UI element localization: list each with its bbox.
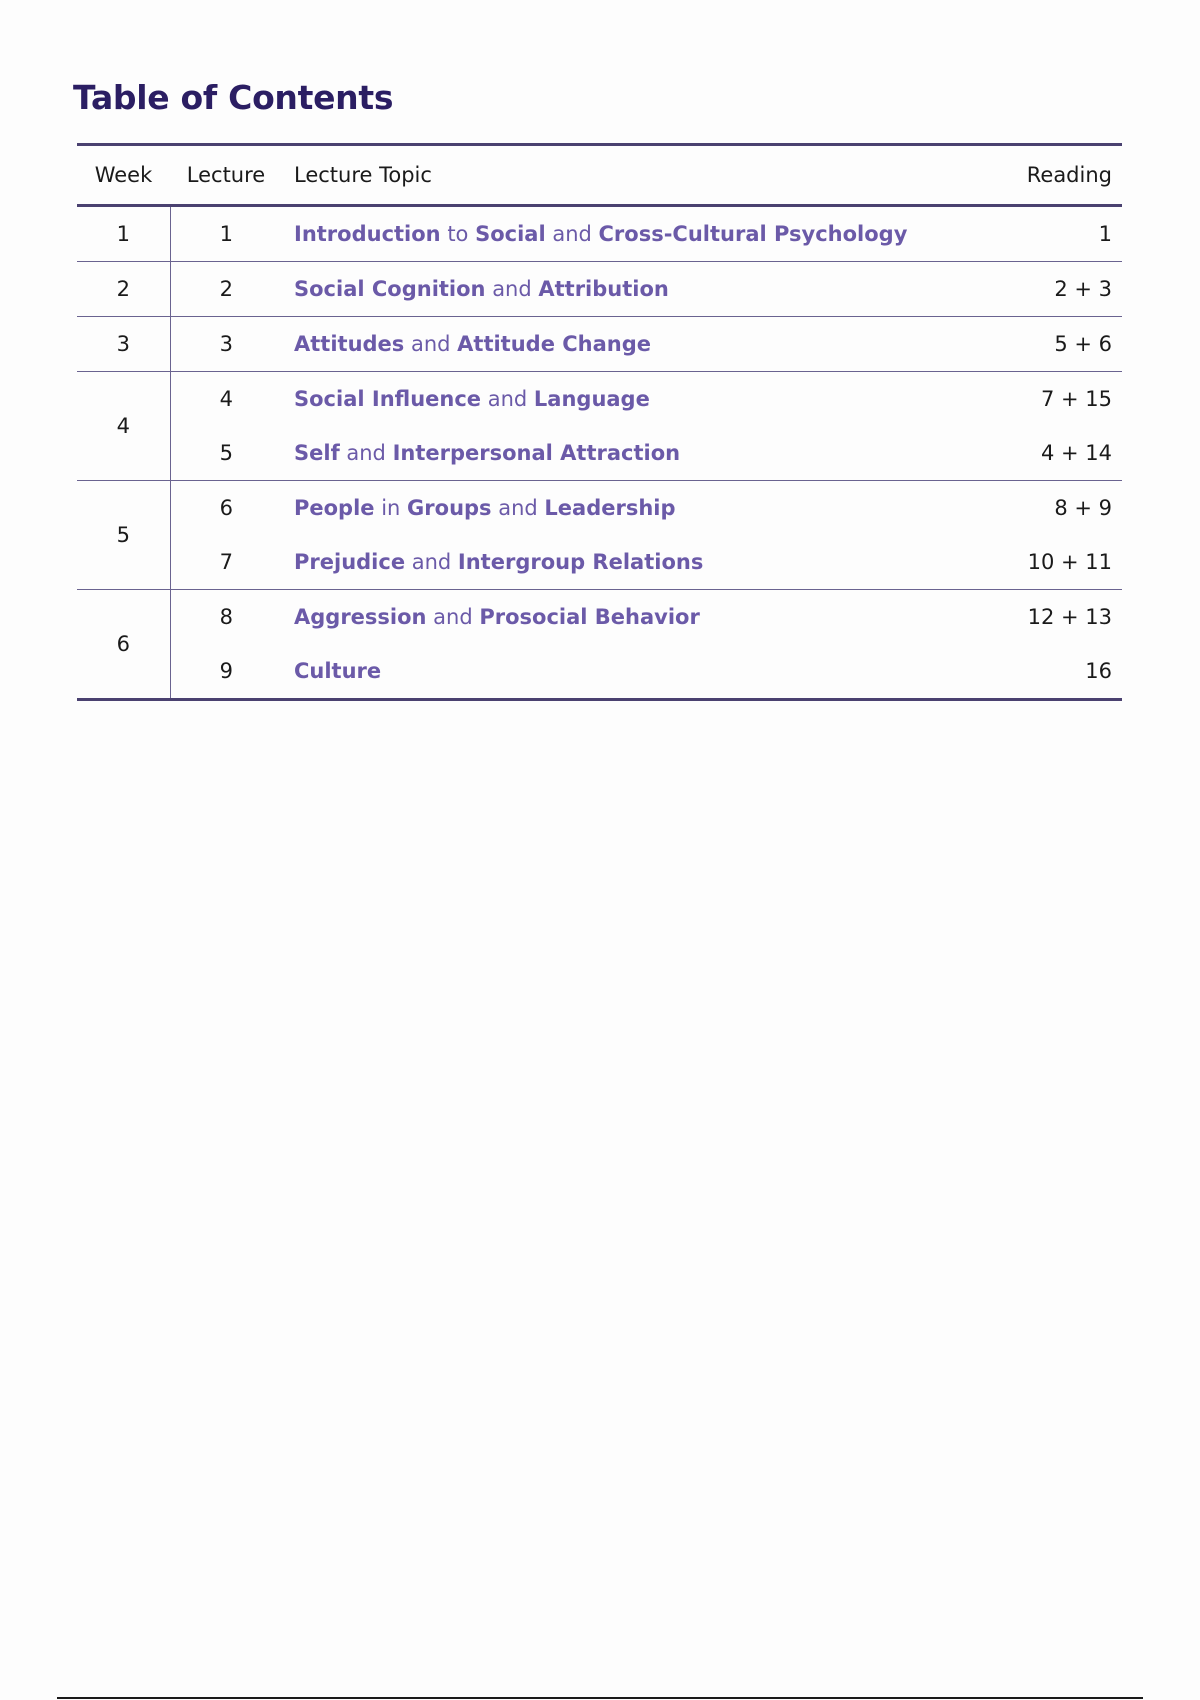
reading-cell: 2 + 3 bbox=[1054, 277, 1112, 301]
reading-cell: 8 + 9 bbox=[1054, 496, 1112, 520]
topic-cell bbox=[282, 535, 962, 590]
reading-cell: 16 bbox=[1085, 659, 1112, 683]
topic-keyword: Social bbox=[475, 222, 546, 246]
reading-cell: 4 + 14 bbox=[1040, 441, 1112, 465]
lecture-cell: 8 bbox=[219, 605, 233, 629]
topic-keyword: Attitude Change bbox=[457, 332, 652, 356]
table-row bbox=[77, 426, 1122, 481]
topic-keyword: People bbox=[294, 496, 375, 520]
topic-connector: and bbox=[426, 605, 480, 629]
reading-cell: 12 + 13 bbox=[1027, 605, 1112, 629]
topic-keyword: Prosocial Behavior bbox=[479, 605, 700, 629]
topic-keyword: Social Cognition bbox=[294, 277, 486, 301]
lecture-cell: 1 bbox=[219, 222, 233, 246]
topic-keyword: Leadership bbox=[544, 496, 676, 520]
topic-cell bbox=[282, 481, 962, 536]
week-cell: 3 bbox=[77, 317, 170, 372]
topic-connector: and bbox=[545, 222, 599, 246]
lecture-cell: 3 bbox=[219, 332, 233, 356]
topic-keyword: Self bbox=[294, 441, 340, 465]
lecture-cell: 9 bbox=[219, 659, 233, 683]
topic-keyword: Prejudice bbox=[294, 550, 406, 574]
week-cell: 5 bbox=[77, 481, 170, 590]
topic-connector: and bbox=[485, 277, 539, 301]
topic-cell bbox=[282, 372, 962, 427]
topic-keyword: Aggression bbox=[294, 605, 427, 629]
footer-rule bbox=[57, 1697, 1143, 1699]
table-row bbox=[77, 372, 1122, 427]
topic-connector: and bbox=[491, 496, 545, 520]
week-cell: 6 bbox=[77, 590, 170, 700]
topic-cell bbox=[282, 644, 962, 700]
week-cell: 4 bbox=[77, 372, 170, 481]
topic-keyword: Social Influence bbox=[294, 387, 482, 411]
table-body bbox=[77, 206, 1122, 700]
topic-keyword: Intergroup Relations bbox=[457, 550, 704, 574]
table-row bbox=[77, 317, 1122, 372]
lecture-cell: 6 bbox=[219, 496, 233, 520]
table-row bbox=[77, 206, 1122, 262]
week-cell: 1 bbox=[77, 206, 170, 262]
topic-keyword: Culture bbox=[294, 659, 382, 683]
reading-cell: 10 + 11 bbox=[1027, 550, 1112, 574]
topic-cell bbox=[282, 590, 962, 645]
topic-keyword: Interpersonal Attraction bbox=[392, 441, 681, 465]
header-reading: Reading bbox=[1026, 163, 1112, 187]
topic-connector: and bbox=[481, 387, 534, 411]
topic-keyword: Language bbox=[533, 387, 650, 411]
lecture-cell: 5 bbox=[219, 441, 233, 465]
topic-cell bbox=[282, 426, 962, 481]
table-row bbox=[77, 481, 1122, 536]
reading-cell: 5 + 6 bbox=[1054, 332, 1112, 356]
page-title: Table of Contents bbox=[73, 78, 394, 117]
table-row bbox=[77, 262, 1122, 317]
lecture-cell: 2 bbox=[219, 277, 233, 301]
topic-keyword: Attitudes bbox=[294, 332, 405, 356]
table-row bbox=[77, 535, 1122, 590]
topic-connector: in bbox=[374, 496, 408, 520]
table-row bbox=[77, 644, 1122, 700]
header-week: Week bbox=[94, 163, 153, 187]
topic-cell bbox=[282, 206, 962, 262]
header-row bbox=[77, 145, 1122, 206]
lecture-cell: 4 bbox=[219, 387, 233, 411]
table-row bbox=[77, 590, 1122, 645]
topic-connector: to bbox=[440, 222, 476, 246]
topic-keyword: Introduction bbox=[294, 222, 441, 246]
topic-cell bbox=[282, 317, 962, 372]
topic-connector: and bbox=[339, 441, 393, 465]
table-header bbox=[77, 145, 1122, 206]
lecture-cell: 7 bbox=[219, 550, 233, 574]
topic-cell bbox=[282, 262, 962, 317]
topic-keyword: Attribution bbox=[538, 277, 669, 301]
reading-cell: 1 bbox=[1098, 222, 1112, 246]
week-cell: 2 bbox=[77, 262, 170, 317]
table-of-contents bbox=[77, 143, 1122, 701]
reading-cell: 7 + 15 bbox=[1040, 387, 1112, 411]
topic-keyword: Groups bbox=[407, 496, 492, 520]
header-lecture: Lecture bbox=[186, 163, 266, 187]
topic-connector: and bbox=[404, 332, 458, 356]
topic-connector: and bbox=[405, 550, 458, 574]
header-lecture-topic: Lecture Topic bbox=[294, 163, 432, 187]
topic-keyword: Cross-Cultural Psychology bbox=[598, 222, 908, 246]
